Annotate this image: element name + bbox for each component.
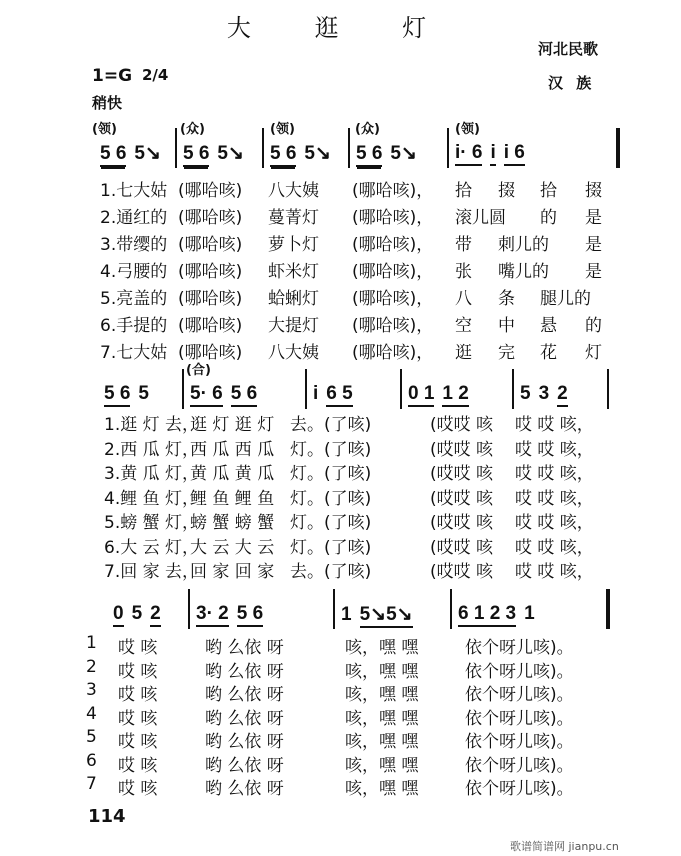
lyric-cell: (哪哈咳): [178, 181, 243, 201]
measure: [458, 603, 543, 627]
note-group: 3: [538, 383, 550, 404]
lyric-cell: 哎 咳: [118, 638, 158, 658]
song-origin: 河北民歌: [538, 40, 599, 58]
lyric-cell: 八大姨: [268, 181, 319, 201]
lyric-cell: (哎哎 咳: [430, 562, 494, 582]
lyric-cell: 拾: [540, 181, 557, 201]
lyric-cell: 咳，嘿 嘿: [345, 779, 419, 799]
lyric-cell: 咳，嘿 嘿: [345, 638, 419, 658]
lyric-cell: 4.弓腰的: [100, 262, 168, 282]
note-group: 5 6: [356, 143, 382, 167]
measure: [196, 603, 271, 627]
lyric-cell: (哪哈咳): [178, 316, 243, 336]
lyric-cell: 3.黄 瓜 灯，: [104, 464, 200, 484]
lyric-cell: (哪哈咳): [178, 289, 243, 309]
lyric-cell: 灯: [585, 343, 602, 363]
lyric-cell: 5.亮盖的: [100, 289, 168, 309]
lyric-cell: 灯。(了咳): [290, 439, 372, 460]
note-group: 2: [557, 383, 568, 407]
note-group: i: [490, 142, 495, 166]
lyric-cell: 哎 咳: [118, 708, 158, 729]
lyric-cell: 依个呀儿咳)。: [465, 708, 574, 729]
lyric-cell: 7: [86, 774, 97, 794]
lyric-cell: 依个呀儿咳)。: [465, 661, 574, 682]
lyric-cell: (哎哎 咳: [430, 537, 494, 558]
lyric-cell: (哎哎 咳: [430, 439, 494, 460]
lyric-cell: 依个呀儿咳)。: [465, 732, 574, 752]
lyric-cell: (哪哈咳)，: [352, 208, 434, 228]
note-group: 5 6: [104, 383, 130, 407]
lyric-cell: 6: [86, 750, 97, 771]
lyric-cell: 4: [86, 703, 97, 724]
lyric-cell: 哎 哎 咳，: [515, 488, 594, 509]
lyric-cell: 去。(了咳): [290, 415, 372, 435]
lyric-cell: 虾米灯: [268, 262, 319, 282]
lyric-cell: 咳，嘿 嘿: [345, 661, 419, 682]
lyric-cell: (哎哎 咳: [430, 415, 494, 435]
lyric-cell: (哪哈咳)，: [352, 235, 434, 255]
lyric-cell: 灯。(了咳): [290, 537, 372, 558]
lyric-cell: 鲤 鱼 鲤 鱼: [190, 488, 275, 509]
lyric-cell: 是: [585, 262, 602, 282]
lyric-cell: 花: [540, 343, 557, 363]
lyric-cell: 逛 灯 逛 灯: [190, 415, 275, 435]
lyric-cell: 依个呀儿咳)。: [465, 685, 574, 705]
lyric-cell: 3: [86, 680, 97, 700]
lyric-cell: 逛: [455, 343, 472, 363]
part-role-label: (合): [186, 363, 211, 378]
lyric-cell: 咳，嘿 嘿: [345, 732, 419, 752]
lyric-cell: 哎 咳: [118, 685, 158, 705]
lyric-cell: 去。(了咳): [290, 562, 372, 582]
note-group: 5 6: [231, 383, 257, 407]
lyric-cell: (哪哈咳): [178, 343, 243, 363]
lyric-cell: 哎 咳: [118, 755, 158, 776]
lyric-cell: 悬: [540, 316, 557, 336]
lyric-cell: (哪哈咳)，: [352, 289, 434, 309]
note-group: i· 6: [455, 142, 482, 166]
lyric-line: [0, 774, 681, 798]
note-group: 5 6: [270, 143, 296, 167]
lyric-cell: 咳，嘿 嘿: [345, 708, 419, 729]
note-group: 1: [341, 604, 352, 625]
lyric-cell: 黄 瓜 黄 瓜: [190, 464, 275, 484]
lyric-cell: 哟 么依 呀: [205, 779, 284, 799]
note-group: 6 5: [326, 383, 352, 407]
lyric-cell: 1.逛 灯 去，: [104, 415, 200, 435]
note-group: 5 6: [100, 143, 126, 167]
lyric-cell: 中: [498, 316, 515, 336]
lyric-cell: 哎 咳: [118, 732, 158, 752]
lyric-cell: 的: [540, 208, 557, 228]
note-group: 6 1 2 3: [458, 603, 516, 627]
lyric-cell: 空: [455, 316, 472, 336]
lyric-cell: 哟 么依 呀: [205, 661, 284, 682]
note-group: 0: [113, 603, 124, 627]
note-group: 5↘: [134, 143, 161, 164]
lyric-cell: 2.西 瓜 灯，: [104, 439, 200, 460]
lyric-cell: 哎 哎 咳，: [515, 513, 594, 533]
lyric-cell: 张: [455, 262, 472, 282]
lyric-cell: 依个呀儿咳)。: [465, 638, 574, 658]
lyric-cell: 是: [585, 235, 602, 255]
note-group: 5↘: [390, 143, 417, 164]
lyric-cell: 依个呀儿咳)。: [465, 779, 574, 799]
lyric-cell: 1.七大姑: [100, 181, 168, 201]
ethnicity: 汉 族: [548, 74, 596, 92]
measure: [113, 603, 169, 627]
lyric-cell: 掇: [585, 181, 602, 201]
lyric-line: [0, 680, 681, 704]
part-role-label: (领): [270, 122, 295, 137]
part-role-label: (领): [455, 122, 480, 137]
lyric-cell: 2.通红的: [100, 208, 168, 228]
tempo-marking: 稍快: [92, 94, 123, 112]
lyric-cell: 拾: [455, 181, 472, 201]
lyric-cell: 蛤蜊灯: [268, 289, 319, 309]
lyric-line: [0, 633, 681, 657]
note-group: 5: [131, 603, 143, 624]
lyric-cell: 回 家 回 家: [190, 562, 275, 582]
lyric-line: [0, 727, 681, 751]
lyric-cell: 5.螃 蟹 灯，: [104, 513, 200, 533]
lyric-cell: (哎哎 咳: [430, 488, 494, 509]
lyric-cell: 腿儿的: [540, 289, 591, 309]
lyric-cell: 5: [86, 727, 97, 747]
lyric-cell: 灯。(了咳): [290, 513, 372, 533]
lyric-cell: 哟 么依 呀: [205, 638, 284, 658]
bar-line: [450, 589, 452, 629]
lyric-cell: 灯。(了咳): [290, 464, 372, 484]
lyric-cell: (哎哎 咳: [430, 464, 494, 484]
page-number: 114: [88, 806, 126, 827]
lyric-cell: 哎 咳: [118, 661, 158, 682]
note-group: 5 6: [183, 143, 209, 167]
note-group: 5↘: [304, 143, 331, 164]
lyric-cell: (哪哈咳): [178, 262, 243, 282]
final-bar-line: [606, 589, 610, 629]
bar-line: [188, 589, 190, 629]
lyric-cell: 螃 蟹 螃 蟹: [190, 513, 275, 533]
lyric-cell: 条: [498, 289, 515, 309]
lyric-cell: 3.带缨的: [100, 235, 168, 255]
lyric-cell: (哎哎 咳: [430, 513, 494, 533]
note-group: 5· 6: [190, 383, 223, 407]
lyric-cell: 哎 哎 咳，: [515, 439, 594, 460]
lyric-cell: 八大姨: [268, 343, 319, 363]
note-group: 0 1: [408, 383, 434, 407]
time-signature: 2/4: [142, 66, 169, 84]
lyric-cell: 西 瓜 西 瓜: [190, 439, 275, 460]
lyric-cell: 6.手提的: [100, 316, 168, 336]
lyric-cell: 蔓菁灯: [268, 208, 319, 228]
lyric-cell: 依个呀儿咳)。: [465, 755, 574, 776]
lyric-cell: 嘴儿的: [498, 262, 549, 282]
lyric-cell: 7.七大姑: [100, 343, 168, 363]
lyric-cell: 哎 哎 咳，: [515, 562, 594, 582]
watermark: 歌谱简谱网 jianpu.cn: [510, 840, 619, 853]
lyric-line: [0, 657, 681, 681]
part-role-label: (众): [355, 122, 380, 137]
lyric-cell: 哎 哎 咳，: [515, 415, 594, 435]
lyric-cell: 掇: [498, 181, 515, 201]
bar-line: [333, 589, 335, 629]
lyric-cell: (哪哈咳)，: [352, 181, 434, 201]
lyric-cell: 带: [455, 235, 472, 255]
note-group: 3· 2: [196, 603, 229, 627]
note-group: 5↘5↘: [360, 603, 413, 628]
notes-row: [0, 603, 681, 629]
lyric-line: [0, 704, 681, 728]
part-role-label: (领): [92, 122, 117, 137]
lyric-cell: 八: [455, 289, 472, 309]
note-group: 1 2: [442, 383, 468, 407]
lyric-cell: 的: [585, 316, 602, 336]
note-group: 5 6: [237, 603, 263, 627]
lyric-cell: 咳，嘿 嘿: [345, 685, 419, 705]
lyric-cell: 哎 哎 咳，: [515, 464, 594, 484]
lyric-cell: 4.鲤 鱼 灯，: [104, 488, 200, 509]
measure: [341, 603, 421, 628]
lyric-cell: 萝卜灯: [268, 235, 319, 255]
part-role-label: (众): [180, 122, 205, 137]
lyric-cell: 刺儿的: [498, 235, 549, 255]
lyric-cell: 哟 么依 呀: [205, 755, 284, 776]
lyric-cell: 大 云 大 云: [190, 537, 275, 558]
lyric-cell: 6.大 云 灯，: [104, 537, 200, 558]
lyric-cell: (哪哈咳)，: [352, 262, 434, 282]
note-group: i: [313, 383, 319, 404]
note-group: 5: [520, 383, 531, 404]
note-group: 1: [524, 603, 535, 624]
lyric-cell: 大提灯: [268, 316, 319, 336]
lyric-cell: 7.回 家 去，: [104, 562, 200, 582]
lyric-cell: 哟 么依 呀: [205, 732, 284, 752]
lyric-cell: 滚儿圆: [455, 208, 506, 228]
lyric-cell: 哎 咳: [118, 779, 158, 799]
lyric-cell: 是: [585, 208, 602, 228]
lyric-cell: 2: [86, 656, 97, 677]
lyric-cell: 哟 么依 呀: [205, 685, 284, 705]
lyric-cell: (哪哈咳)，: [352, 343, 434, 363]
lyric-line: [0, 751, 681, 775]
lyric-cell: 1: [86, 633, 97, 653]
lyric-cell: 完: [498, 343, 515, 363]
lyric-cell: 灯。(了咳): [290, 488, 372, 509]
note-group: 5: [138, 383, 149, 404]
song-title: 大 逛 灯: [226, 14, 455, 42]
lyric-cell: (哪哈咳)，: [352, 316, 434, 336]
lyric-cell: (哪哈咳): [178, 235, 243, 255]
lyric-cell: 哎 哎 咳，: [515, 537, 594, 558]
lyric-cell: 咳，嘿 嘿: [345, 755, 419, 776]
lyric-cell: 哟 么依 呀: [205, 708, 284, 729]
note-group: i 6: [504, 142, 525, 166]
key-signature: 1=G: [92, 66, 133, 86]
lyric-cell: (哪哈咳): [178, 208, 243, 228]
note-group: 5↘: [217, 143, 244, 164]
note-group: 2: [150, 603, 161, 627]
